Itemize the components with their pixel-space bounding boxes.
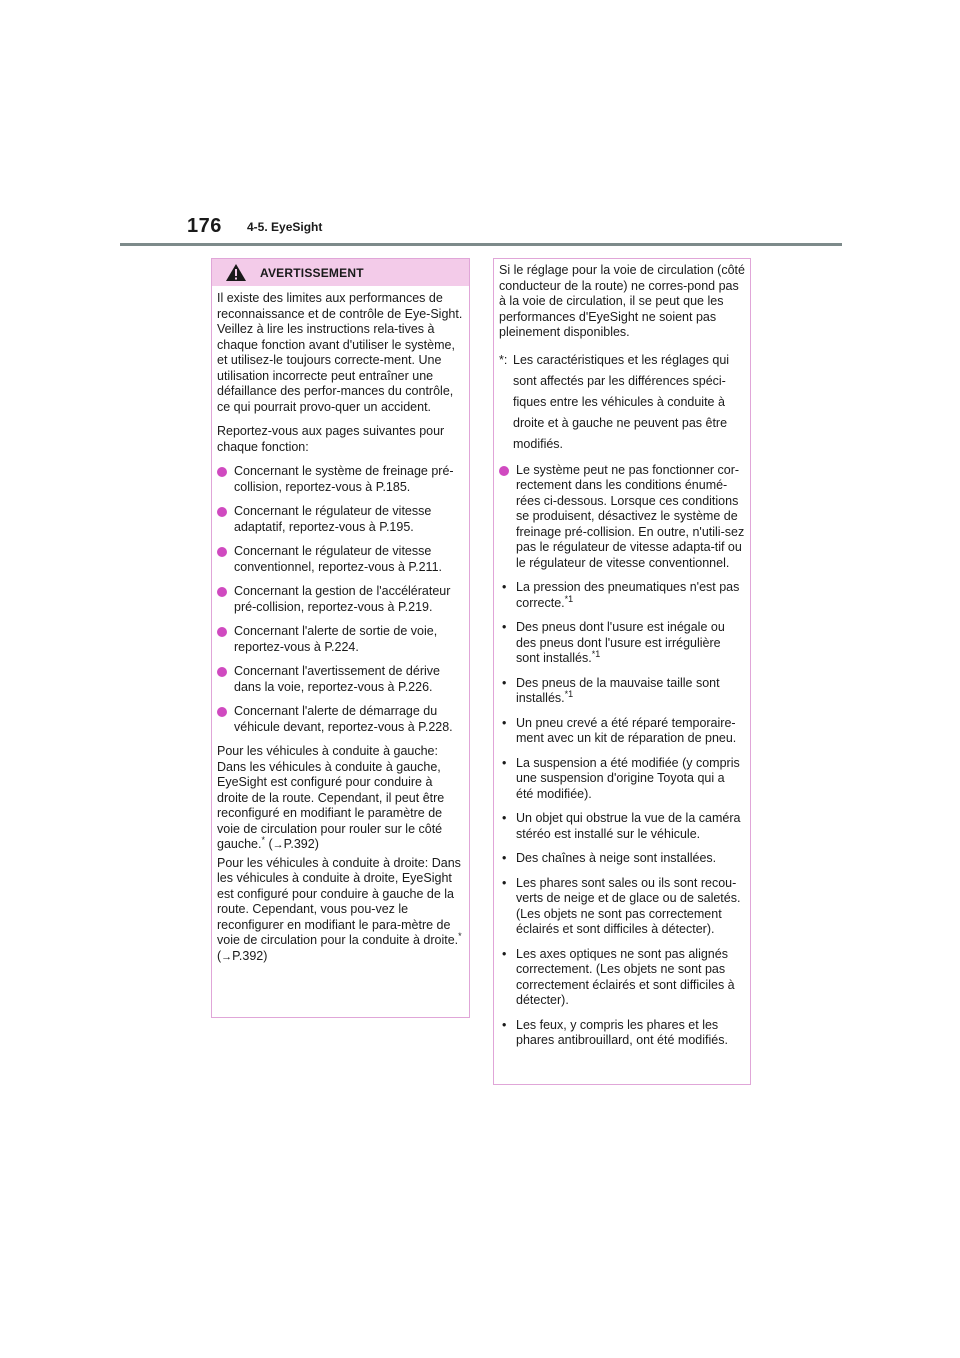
- arrow-right-icon: →: [272, 839, 284, 851]
- warning-box: [211, 258, 470, 1018]
- condition-item: • Un objet qui obstrue la vue de la caméra stéréo est installé sur le véhicule.: [502, 811, 741, 841]
- condition-item: • La suspension a été modifiée (y compris une suspension d'origine Toyota qui a été modifiée).: [502, 755, 740, 801]
- lhd-paragraph: Pour les véhicules à conduite à gauche: Dans les véhicules à conduite à gauche, EyeSight est configuré pour conduire à droite de la route. Cependant, il peut être reconfiguré en modifiant le paramètre de voie de circulation pour rouler sur le côté gauche.* (→P.392): [217, 744, 445, 851]
- footnote: *: Les caractéristiques et les réglages qui sont affectés par les différences spéci-fiques entre les véhicules à conduite à droite et à gauche ne peuvent pas être modifiés.: [499, 352, 730, 451]
- header-rule: [120, 243, 842, 246]
- warning-intro: Il existe des limites aux performances de reconnaissance et de contrôle de Eye-Sight. Veillez à lire les instructions rela-tives à chaque fonction avant d'utiliser le système, et utilisez-le toujours correcte-ment. Une utilisation incorrecte peut entraîner une défaillance des perfor-mances du contrôle, ce qui pourrait provo-quer un accident.: [217, 291, 463, 414]
- condition-item: • Les feux, y compris les phares et les phares antibrouillard, ont été modifiés.: [502, 1017, 728, 1047]
- bullet-dot-icon: [217, 547, 227, 557]
- bullet-dot-icon: [217, 507, 227, 517]
- condition-item: • La pression des pneumatiques n'est pas correcte.$^{*1}$: [502, 580, 740, 610]
- bullet-dot-icon: [217, 667, 227, 677]
- condition-item: • Les phares sont sales ou ils sont recou-verts de neige et de glace ou de saletés. (Les objets ne sont pas correctement éclairés et sont difficiles à détecter).: [502, 875, 741, 936]
- bullet-dot-icon: [217, 587, 227, 597]
- condition-item: • Les axes optiques ne sont pas alignés correctement. (Les objets ne sont pas correctement éclairés et sont difficiles à détecter).: [502, 946, 735, 1007]
- bullet-dot-icon: [499, 466, 509, 476]
- bullet-dot-icon: [217, 707, 227, 717]
- warning-title: AVERTISSEMENT: [260, 266, 364, 280]
- rhd-paragraph: Pour les véhicules à conduite à droite: Dans les véhicules à conduite à droite, EyeSight est configuré pour conduire à gauche de la route. Cependant, vous pou-vez le reconfigurer en modifiant le para-mètre de voie de circulation pour la conduite à droite.* (→P.392): [217, 855, 462, 963]
- warning-header: [212, 259, 469, 286]
- warning-refer: Reportez-vous aux pages suivantes pour chaque fonction:: [217, 424, 445, 454]
- condition-item: • Un pneu crevé a été réparé temporaire-ment avec un kit de réparation de pneu.: [502, 715, 737, 745]
- list-item: Concernant l'avertissement de dérive dans la voie, reportez-vous à P.226.: [217, 664, 464, 695]
- condition-item: • Des pneus de la mauvaise taille sont installés.$^{*1}$: [502, 675, 720, 705]
- bullet-dot-icon: [217, 627, 227, 637]
- bullet-dot-icon: [217, 467, 227, 477]
- info-box: [493, 258, 751, 1085]
- page-reference-link[interactable]: P.392): [283, 837, 319, 851]
- warning-triangle-icon: [225, 263, 247, 282]
- page-number: 176: [187, 215, 222, 237]
- condition-item: • Des chaînes à neige sont installées.: [502, 851, 717, 865]
- arrow-right-icon: →: [221, 950, 233, 963]
- section-title: 4-5. EyeSight: [247, 220, 323, 234]
- list-item: Le système peut ne pas fonctionner cor-rectement dans les conditions énumé-rées ci-dessous. Lorsque ces conditions se produisent, désactivez le système de freinage pré-collision. En outre, n'utili-sez pas le régulateur de vitesse adapta-tif ou le régulateur de vitesse conventionnel.: [499, 463, 745, 572]
- condition-item: • Des pneus dont l'usure est inégale ou des pneus dont l'usure est irrégulière sont installés.$^{*1}$: [502, 620, 725, 665]
- list-item: Concernant l'alerte de sortie de voie, reportez-vous à P.224.: [217, 624, 464, 655]
- list-item: Concernant la gestion de l'accélérateur pré-collision, reportez-vous à P.219.: [217, 584, 464, 615]
- info-intro: Si le réglage pour la voie de circulation (côté conducteur de la route) ne corres-pond pas à la voie de circulation, il se peut que les performances d'EyeSight ne soient pas pleinement disponibles.: [499, 263, 745, 339]
- page-reference-link[interactable]: P.392): [232, 948, 268, 963]
- list-item: Concernant l'alerte de démarrage du véhicule devant, reportez-vous à P.228.: [217, 704, 464, 735]
- list-item: Concernant le régulateur de vitesse adaptatif, reportez-vous à P.195.: [217, 504, 464, 535]
- list-item: Concernant le système de freinage pré-collision, reportez-vous à P.185.: [217, 464, 464, 495]
- list-item: Concernant le régulateur de vitesse conventionnel, reportez-vous à P.211.: [217, 544, 464, 575]
